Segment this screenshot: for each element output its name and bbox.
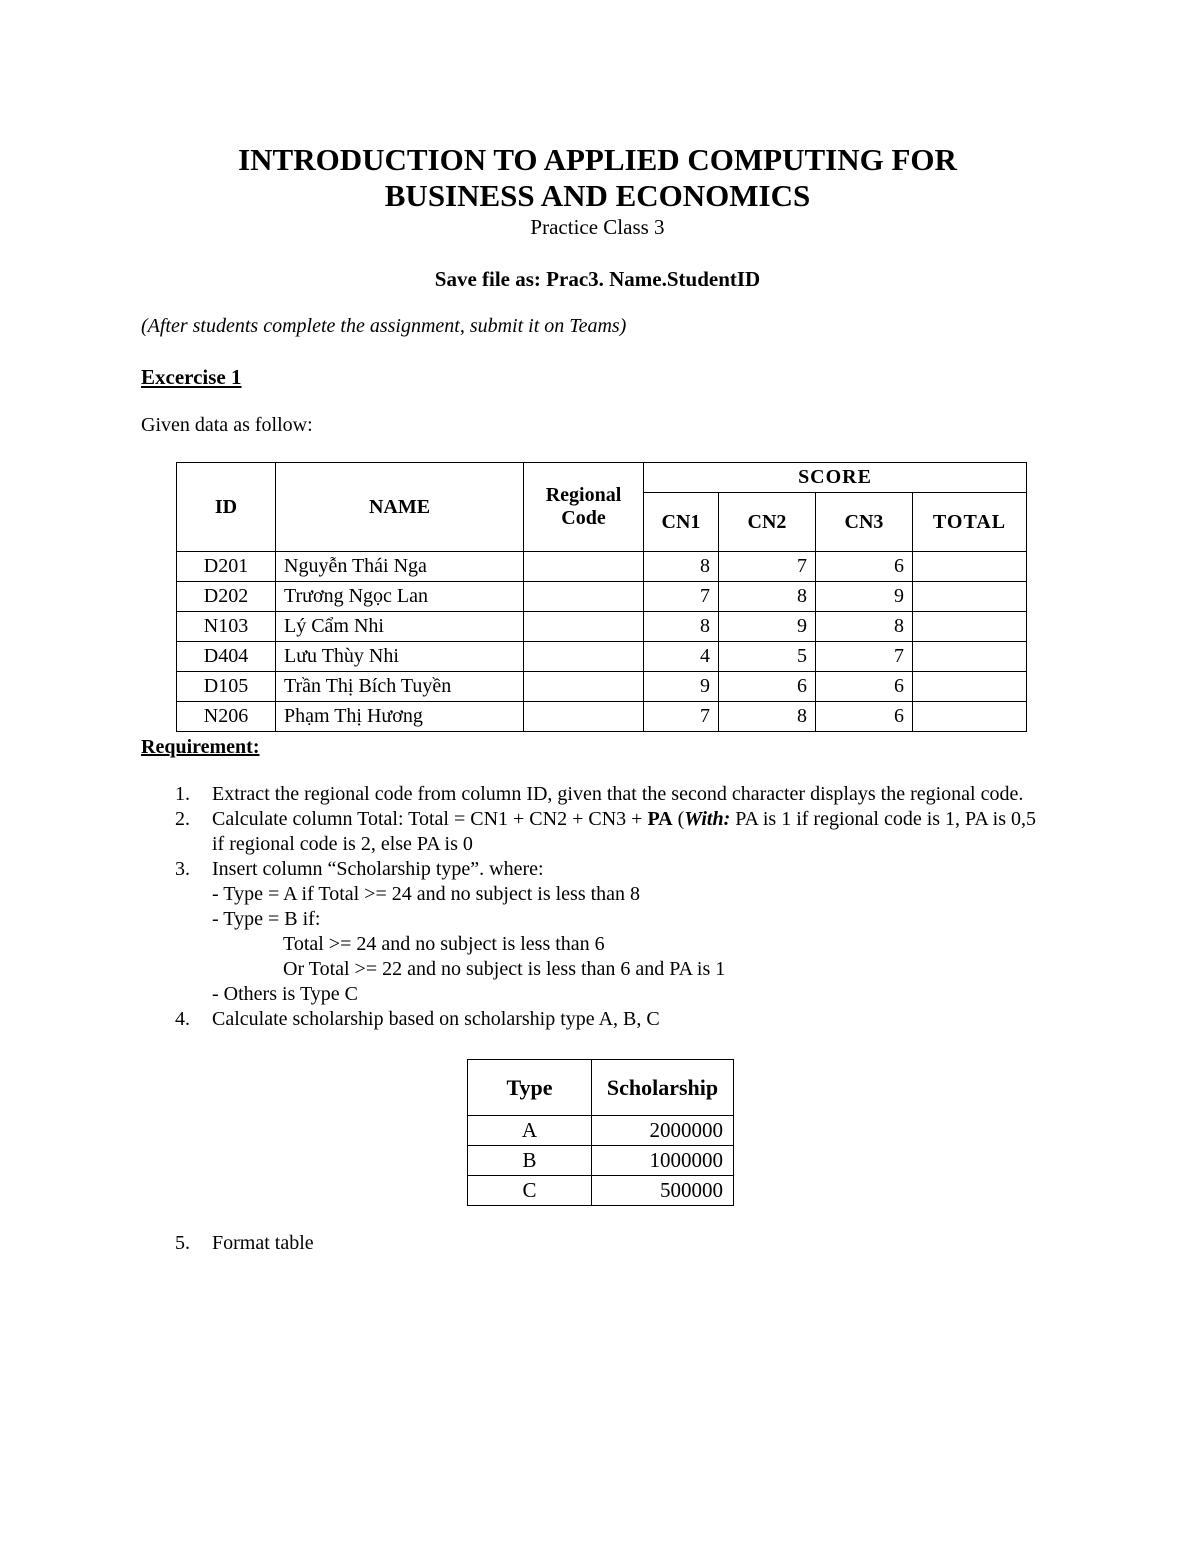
- header-type: Type: [468, 1060, 592, 1116]
- cell-id: N206: [177, 702, 276, 732]
- cell-cn2: 9: [719, 612, 816, 642]
- cell-regional-code: [524, 642, 644, 672]
- document-title-line1: INTRODUCTION TO APPLIED COMPUTING FOR: [238, 142, 957, 177]
- table-row: [468, 1116, 734, 1146]
- requirement-text: Format table: [212, 1232, 314, 1254]
- table-row: [177, 642, 1027, 672]
- list-item: [141, 782, 1051, 807]
- cell-regional-code: [524, 582, 644, 612]
- cell-regional-code: [524, 612, 644, 642]
- requirement-text: PA is 1 if regional code is 1, PA is 0,5 if regional code is 2, else PA is 0: [212, 808, 1037, 855]
- requirement-pa-term: PA: [647, 808, 673, 830]
- header-cn2: CN2: [719, 493, 816, 552]
- cell-total: [913, 612, 1027, 642]
- list-number: 2.: [175, 808, 190, 830]
- list-item: [141, 1007, 1051, 1032]
- cell-cn3: 6: [816, 702, 913, 732]
- document-subtitle: Practice Class 3: [530, 215, 665, 239]
- save-file-instruction: Save file as: Prac3. Name.StudentID: [434, 267, 761, 291]
- scholarship-table: [467, 1059, 734, 1206]
- header-total: TOTAL: [913, 493, 1027, 552]
- header-regional-code: Regional Code: [524, 463, 644, 552]
- document-title-line2: BUSINESS AND ECONOMICS: [384, 178, 811, 213]
- list-item: [141, 807, 1051, 857]
- table-row: [177, 702, 1027, 732]
- cell-total: [913, 552, 1027, 582]
- list-item: [141, 857, 1051, 1007]
- cell-total: [913, 642, 1027, 672]
- cell-cn1: 7: [644, 582, 719, 612]
- cell-amount: 1000000: [592, 1146, 734, 1176]
- requirement-text: - Type = B if:: [212, 908, 321, 930]
- requirement-text: (: [672, 808, 685, 830]
- cell-cn2: 8: [719, 702, 816, 732]
- header-name: NAME: [276, 463, 524, 552]
- header-cn3: CN3: [816, 493, 913, 552]
- cell-type: B: [468, 1146, 592, 1176]
- table-row: [177, 672, 1027, 702]
- student-score-table: [176, 462, 1027, 732]
- cell-type: A: [468, 1116, 592, 1146]
- cell-amount: 2000000: [592, 1116, 734, 1146]
- table-row: [177, 612, 1027, 642]
- cell-cn1: 8: [644, 612, 719, 642]
- header-cn1: CN1: [644, 493, 719, 552]
- cell-amount: 500000: [592, 1176, 734, 1206]
- cell-cn2: 7: [719, 552, 816, 582]
- cell-regional-code: [524, 702, 644, 732]
- cell-id: N103: [177, 612, 276, 642]
- list-number: 3.: [175, 858, 190, 880]
- cell-cn1: 7: [644, 702, 719, 732]
- cell-type: C: [468, 1176, 592, 1206]
- cell-id: D105: [177, 672, 276, 702]
- cell-name: Trương Ngọc Lan: [276, 582, 524, 612]
- cell-total: [913, 582, 1027, 612]
- cell-regional-code: [524, 552, 644, 582]
- exercise-heading: Excercise 1: [141, 365, 242, 389]
- cell-name: Trần Thị Bích Tuyền: [276, 672, 524, 702]
- cell-cn3: 8: [816, 612, 913, 642]
- requirement-text: Calculate scholarship based on scholarship type A, B, C: [212, 1008, 660, 1030]
- list-number: 1.: [175, 783, 190, 805]
- requirement-with-term: With:: [684, 808, 731, 830]
- requirement-list: [141, 782, 1051, 1032]
- cell-cn2: 8: [719, 582, 816, 612]
- cell-id: D202: [177, 582, 276, 612]
- requirement-text: Or Total >= 22 and no subject is less than 6 and PA is 1: [283, 958, 726, 980]
- cell-total: [913, 672, 1027, 702]
- header-score: SCORE: [644, 463, 1027, 493]
- requirement-text: - Others is Type C: [212, 983, 358, 1005]
- requirement-text: Total >= 24 and no subject is less than 6: [283, 933, 605, 955]
- submission-note: (After students complete the assignment, submit it on Teams): [141, 315, 627, 337]
- cell-cn1: 9: [644, 672, 719, 702]
- header-id: ID: [177, 463, 276, 552]
- table-row: [177, 582, 1027, 612]
- requirement-heading: Requirement:: [141, 736, 260, 758]
- cell-name: Lý Cẩm Nhi: [276, 612, 524, 642]
- cell-cn1: 4: [644, 642, 719, 672]
- cell-id: D201: [177, 552, 276, 582]
- requirement-text: - Type = A if Total >= 24 and no subject is less than 8: [212, 883, 641, 905]
- table-row: [468, 1146, 734, 1176]
- requirement-text: Calculate column Total: Total = CN1 + CN2 + CN3 +: [212, 808, 648, 830]
- cell-cn2: 6: [719, 672, 816, 702]
- cell-total: [913, 702, 1027, 732]
- cell-cn3: 6: [816, 672, 913, 702]
- cell-name: Lưu Thùy Nhi: [276, 642, 524, 672]
- cell-id: D404: [177, 642, 276, 672]
- cell-cn2: 5: [719, 642, 816, 672]
- cell-cn3: 6: [816, 552, 913, 582]
- table-row: [468, 1176, 734, 1206]
- list-number: 5.: [175, 1232, 190, 1254]
- exercise-intro: Given data as follow:: [141, 414, 313, 436]
- list-number: 4.: [175, 1008, 190, 1030]
- cell-cn1: 8: [644, 552, 719, 582]
- table-row: [177, 552, 1027, 582]
- cell-cn3: 9: [816, 582, 913, 612]
- header-scholarship: Scholarship: [592, 1060, 734, 1116]
- cell-cn3: 7: [816, 642, 913, 672]
- cell-name: Nguyễn Thái Nga: [276, 552, 524, 582]
- cell-regional-code: [524, 672, 644, 702]
- requirement-text: Insert column “Scholarship type”. where:: [212, 858, 544, 880]
- cell-name: Phạm Thị Hương: [276, 702, 524, 732]
- requirement-text: Extract the regional code from column ID, given that the second character displays the regional code.: [212, 783, 1024, 805]
